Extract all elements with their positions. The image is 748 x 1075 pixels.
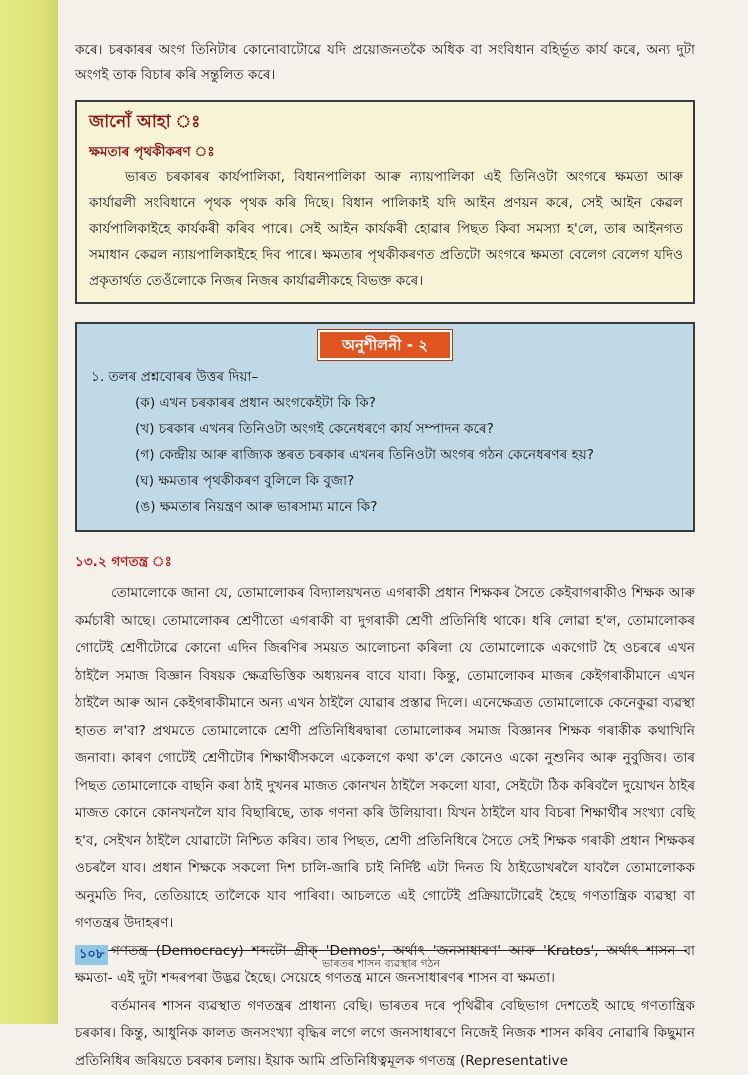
section-paragraph: গণতন্ত্ৰ (Democracy) শব্দটো গ্ৰীক্ 'Demos', অৰ্থাৎ 'জনসাধাৰণ' আৰু 'Kratos', অৰ্থাৎ শাসন বা ক্ষমতা- এই দুটা শব্দৰপৰা উদ্ভৱ হৈছে। সেয়েহে গণতন্ত্ৰ মানে জনসাধাৰণৰ শাসন বা ক্ষমতা। (75, 938, 695, 993)
exercise-list (91, 390, 679, 520)
exercise-banner: অনুশীলনী - ২ (318, 330, 452, 360)
section-paragraph: তোমালোকে জানা যে, তোমালোকৰ বিদ্যালয়খনত এগৰাকী প্ৰধান শিক্ষকৰ সৈতে কেইবাগৰাকীও শিক্ষক আৰু কৰ্মচাৰী আছে। তোমালোকৰ শ্ৰেণীতো এগৰাকী বা দুগৰাকী শ্ৰেণী প্ৰতিনিধি থাকে। ধৰি লোৱা হ'ল, তোমালোকৰ গোটেই শ্ৰেণীটোৱে কোনো এদিন জিৰণিৰ সময়ত আলোচনা কৰিলা যে তোমালোকে একগোট হৈ ওচৰৰে এখন ঠাইলৈ সমাজ বিজ্ঞান বিষয়ক ক্ষেত্ৰভিত্তিক অধ্যয়নৰ বাবে যাবা। কিন্তু, তোমালোকৰ মাজৰ কেইগৰাকীমানে এখন ঠাইলৈ আৰু আন কেইগৰাকীমানে অন্য এখন ঠাইলৈ যোৱাৰ প্ৰস্তাৱ দিলে। এনেক্ষেত্ৰত তোমালোকে কেনেকুৱা ব্যৱস্থা হাতত ল'বা? প্ৰথমতে তোমালোকে শ্ৰেণী প্ৰতিনিধিৰদ্বাৰা তোমালোকৰ সমাজ বিজ্ঞানৰ শিক্ষক গৰাকীক কথাখিনি জনাবা। কাৰণ গোটেই শ্ৰেণীটোৰ শিক্ষাৰ্থীসকলে একেলগে কথা ক'লে কোনেও একো নুশুনিব আৰু নুবুজিব। তাৰ পিছত তোমালোকে বাছনি কৰা ঠাই দুখনৰ মাজত কোনখন ঠাইলৈ সকলো যাবা, সেইটো ঠিক কৰিবলৈ দুয়োখন ঠাইৰ মাজত কোনে কোনখনলৈ যাব বিছাৰিছে, তাক গণনা কৰি উলিয়াবা। যিখন ঠাইলৈ যাব বিচৰা শিক্ষাৰ্থীৰ সংখ্যা বেছি হ'ব, সেইখন ঠাইলৈ যোৱাটো নিশ্চিত কৰিব। তাৰ পিছত, শ্ৰেণী প্ৰতিনিধিৰে সৈতে সেই শিক্ষক গৰাকী প্ৰধান শিক্ষকৰ ওচৰলৈ যাব। প্ৰধান শিক্ষকে সকলো দিশ চালি-জাৰি চাই নিৰ্দিষ্ট এটা দিনত যি ঠাইডোখৰলৈ যাবলৈ তোমালোকক অনুমতি দিব, তেতিয়াহে তালৈকে যাব পাৰিবা। আচলতে এই গোটেই প্ৰক্ৰিয়াটোৱেই হৈছে গণতান্ত্ৰিক ব্যৱস্থা বা গণতন্ত্ৰৰ উদাহৰণ। (75, 580, 695, 938)
info-box-text: ভাৰত চৰকাৰৰ কাৰ্যপালিকা, বিধানপালিকা আৰু ন্যায়পালিকা এই তিনিওটা অংগৰে ক্ষমতা আৰু কাৰ্যাৱলী সংবিধানে পৃথক পৃথক কৰি দিছে। বিধান পালিকাই যদি আইন প্ৰণয়ন কৰে, সেই আইন কেৱল কাৰ্যপালিকাইহে কাৰ্যকৰী কৰিব পাৰে। সেই আইন কাৰ্যকৰী হোৱাৰ পিছত কিবা সমস্যা হ'লে, তাৰ আইনগত সমাধান কেৱল ন্যায়পালিকাইহে দিব পাৰে। ক্ষমতাৰ পৃথকীকৰণত প্ৰতিটো অংগৰে ক্ষমতা বেলেগ বেলেগ যদিও প্ৰকৃতাৰ্থত তেওঁলোকে নিজৰ নিজৰ কাৰ্যাৱলীকহে বিভক্ত কৰে। (89, 164, 683, 294)
section-heading: ১৩.২ গণতন্ত্ৰ ঃ (75, 550, 695, 574)
page-number: ১০৮ (75, 945, 108, 965)
info-box (75, 100, 695, 304)
page-footer (75, 950, 687, 977)
exercise-question: ১. তলৰ প্ৰশ্নবোৰৰ উত্তৰ দিয়া– (91, 364, 679, 390)
info-box-title: জানোঁ আহা ঃ (89, 110, 683, 134)
section-paragraph: বৰ্তমানৰ শাসন ব্যৱস্থাত গণতন্ত্ৰৰ প্ৰাধান্য বেছি। ভাৰতৰ দৰে পৃথিৱীৰ বেছিভাগ দেশতেই আছে গণতান্ত্ৰিক চৰকাৰ। কিন্তু, আধুনিক কালত জনসংখ্যা বৃদ্ধিৰ লগে লগে জনসাধাৰণে নিজেই নিজক শাসন কৰিব নোৱাৰি কিছুমান প্ৰতিনিধিৰ জৰিয়তে চৰকাৰ চলায়। ইয়াক আমি প্ৰতিনিধিত্বমূলক গণতন্ত্ৰ (Representative (75, 993, 695, 1075)
exercise-item: (ক) এখন চৰকাৰৰ প্ৰধান অংগকেইটা কি কি? (135, 390, 679, 416)
intro-paragraph: কৰে। চৰকাৰৰ অংগ তিনিটাৰ কোনোবাটোৱে যদি প্ৰয়োজনতকৈ অধিক বা সংবিধান বহিৰ্ভূত কাৰ্য কৰে, অন্য দুটা অংগই তাক বিচাৰ কৰি সন্তুলিত কৰে। (75, 38, 695, 88)
page-content (75, 38, 695, 1075)
exercise-item: (খ) চৰকাৰ এখনৰ তিনিওটা অংগই কেনেধৰণে কাৰ্য সম্পাদন কৰে? (135, 416, 679, 442)
exercise-item: (ঙ) ক্ষমতাৰ নিয়ন্ত্ৰণ আৰু ভাৰসাম্য মানে কি? (135, 494, 679, 520)
running-title: ভাৰতৰ শাসন ব্যৱস্থাৰ গঠন (75, 955, 687, 973)
exercise-item: (ঘ) ক্ষমতাৰ পৃথকীকৰণ বুলিলে কি বুজা? (135, 468, 679, 494)
info-box-subtitle: ক্ষমতাৰ পৃথকীকৰণ ঃ (89, 140, 683, 164)
exercise-box (75, 322, 695, 532)
page-edge-band (0, 0, 58, 1024)
exercise-item: (গ) কেন্দ্ৰীয় আৰু ৰাজ্যিক স্তৰত চৰকাৰ এখনৰ তিনিওটা অংগৰ গঠন কেনেধৰণৰ হয়? (135, 442, 679, 468)
